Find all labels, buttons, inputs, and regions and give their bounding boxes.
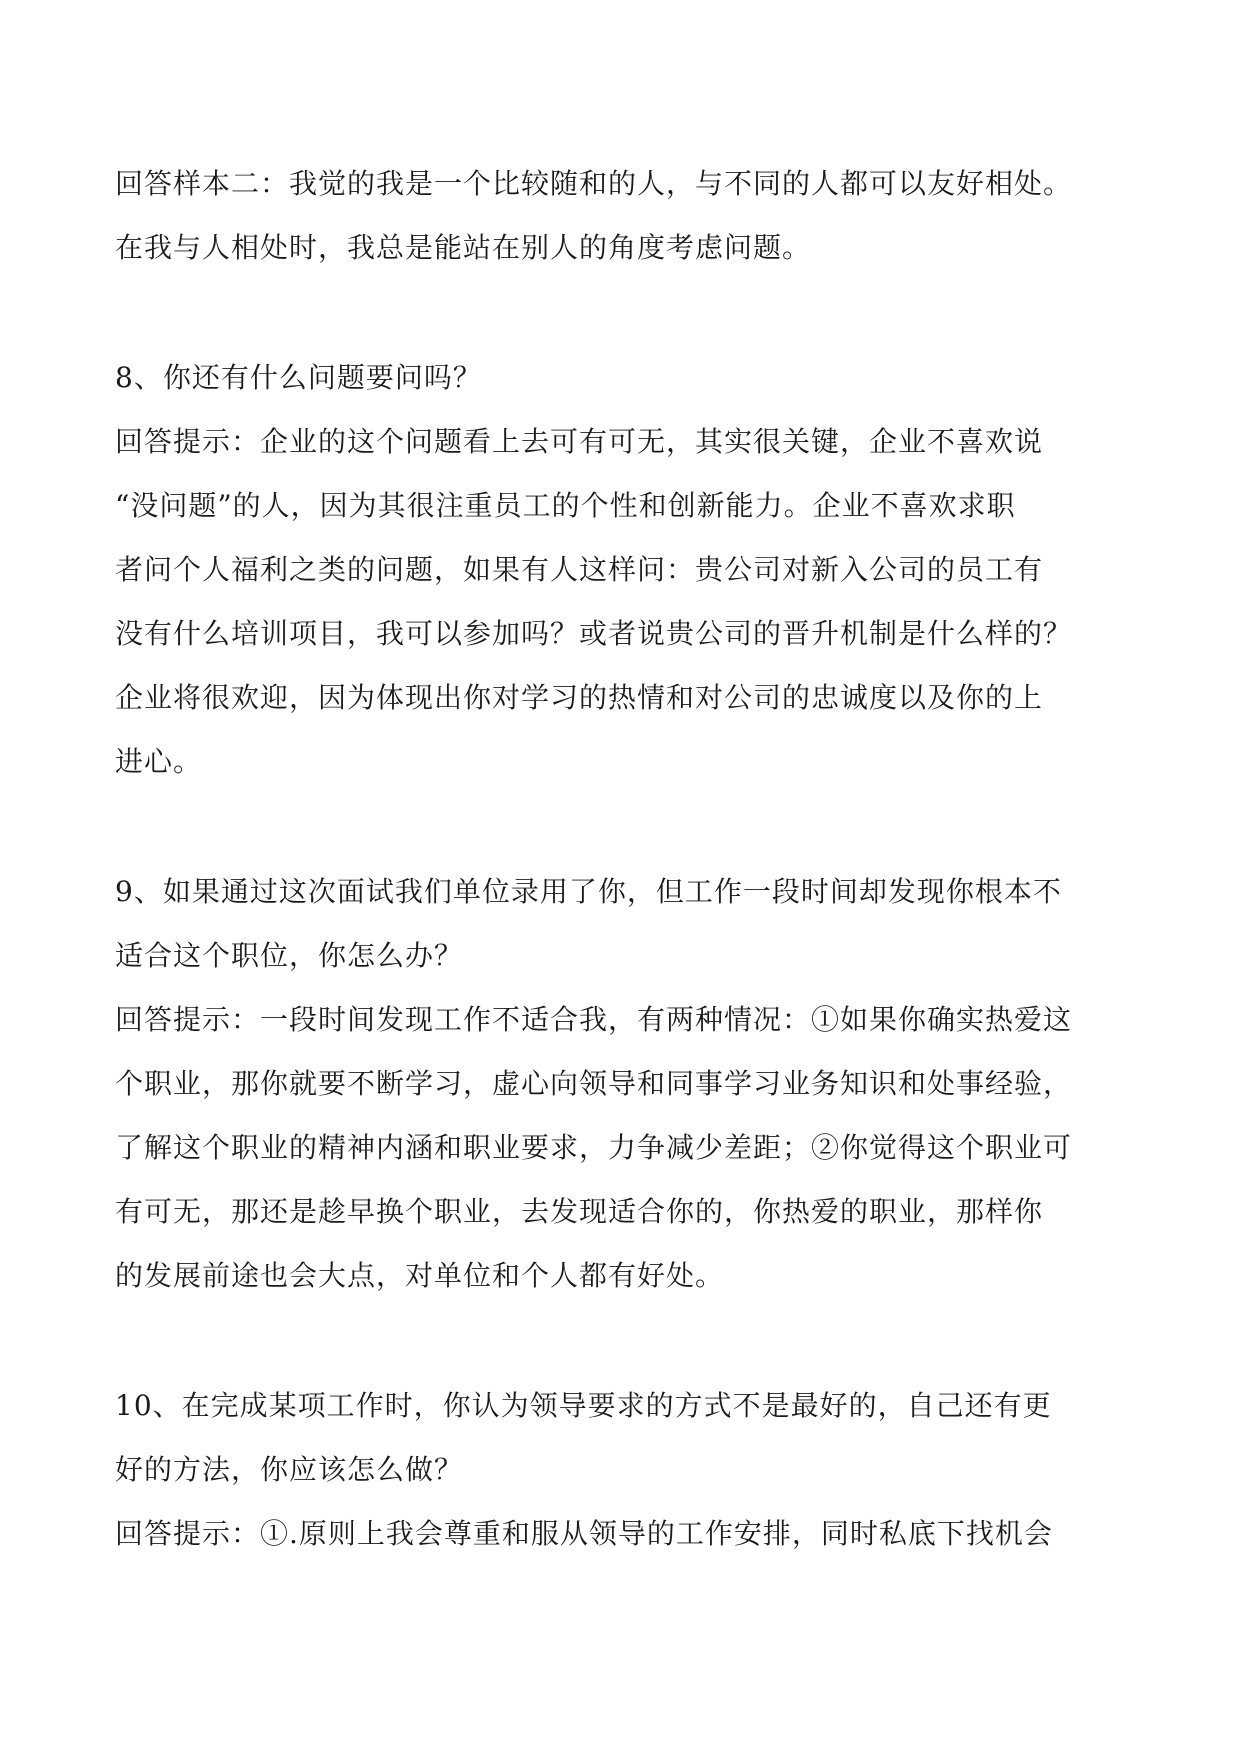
question-10-line-2: 好的方法，你应该怎么做？ <box>115 1453 464 1486</box>
answer-sample-2-line-2: 在我与人相处时，我总是能站在别人的角度考虑问题。 <box>115 231 812 264</box>
answer-9-line-2: 个职业，那你就要不断学习，虚心向领导和同事学习业务知识和处事经验， <box>115 1067 1073 1100</box>
answer-8-line-2: “没问题”的人，因为其很注重员工的个性和创新能力。企业不喜欢求职 <box>115 489 1016 522</box>
question-10-line-1: 10、在完成某项工作时，你认为领导要求的方式不是最好的，自己还有更 <box>115 1389 1052 1422</box>
answer-8-line-3: 者问个人福利之类的问题，如果有人这样问：贵公司对新入公司的员工有 <box>115 553 1044 586</box>
answer-9-line-5: 的发展前途也会大点，对单位和个人都有好处。 <box>115 1259 725 1292</box>
answer-8-line-5: 企业将很欢迎，因为体现出你对学习的热情和对公司的忠诚度以及你的上 <box>115 681 1044 714</box>
answer-9-line-3: 了解这个职业的精神内涵和职业要求，力争减少差距；②你觉得这个职业可 <box>115 1131 1073 1164</box>
answer-sample-2-line-1: 回答样本二：我觉的我是一个比较随和的人，与不同的人都可以友好相处。 <box>115 167 1073 200</box>
question-8-heading: 8、你还有什么问题要问吗？ <box>115 361 482 394</box>
answer-8-line-1: 回答提示：企业的这个问题看上去可有可无，其实很关键，企业不喜欢说 <box>115 425 1044 458</box>
question-9-line-2: 适合这个职位，你怎么办？ <box>115 939 464 972</box>
answer-8-line-4: 没有什么培训项目，我可以参加吗？或者说贵公司的晋升机制是什么样的？ <box>115 617 1073 650</box>
answer-10-line-1: 回答提示：①.原则上我会尊重和服从领导的工作安排，同时私底下找机会 <box>115 1517 1053 1550</box>
answer-9-line-4: 有可无，那还是趁早换个职业，去发现适合你的，你热爱的职业，那样你 <box>115 1195 1044 1228</box>
answer-8-line-6: 进心。 <box>115 745 203 778</box>
question-9-line-1: 9、如果通过这次面试我们单位录用了你，但工作一段时间却发现你根本不 <box>115 875 1062 908</box>
answer-9-line-1: 回答提示：一段时间发现工作不适合我，有两种情况：①如果你确实热爱这 <box>115 1003 1073 1036</box>
